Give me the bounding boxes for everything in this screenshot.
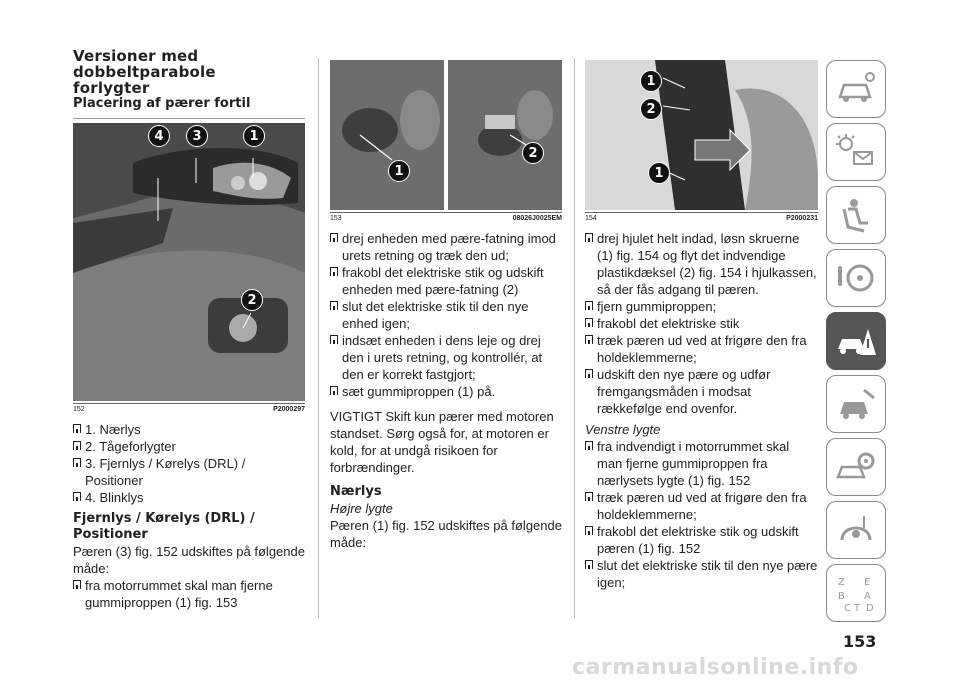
section-text: Pæren (3) fig. 152 udskiftes på følgende måde: [73, 544, 305, 576]
legend-item: 3. Fjernlys / Kørelys (DRL) / Positioner [73, 455, 305, 489]
callout-3: 3 [186, 125, 208, 147]
figure-number: 152 [73, 406, 85, 413]
headlight-illustration [73, 123, 305, 401]
step-item: slut det elektriske stik til den nye pære igen; [585, 557, 818, 591]
column-divider [318, 58, 319, 618]
step-item: indsæt enheden i dens leje og drej den i urets retning, og kontrollér, at den er korrekt fastgjort; [330, 332, 562, 383]
step-item: drej enheden med pære-fatning imod urets retning og træk den ud; [330, 230, 562, 264]
figure-number: 153 [330, 215, 342, 222]
index-letter: D [866, 603, 874, 613]
car-gear-specs-icon[interactable] [826, 438, 886, 496]
watermark: carmanualsonline.info [572, 655, 859, 680]
callout-1: 1 [640, 70, 662, 92]
steering-wheel-key-icon[interactable] [826, 249, 886, 307]
step-item: drej hjulet helt indad, løsn skruerne (1) fig. 154 og flyt det indvendige plastikdæksel (2) fig. 154 i hjulkassen, så der fås adgang til pæren. [585, 230, 818, 298]
multimedia-icon[interactable] [826, 501, 886, 559]
figure-caption [73, 403, 305, 413]
column-2 [330, 60, 562, 551]
column-1 [73, 40, 305, 611]
figure-caption [330, 212, 562, 222]
callout-4: 4 [148, 125, 170, 147]
callout-1: 1 [388, 160, 410, 182]
title-line: dobbeltparabole [73, 63, 216, 81]
index-letter: Z [838, 577, 845, 588]
step-item: frakobl det elektriske stik og udskift enheden med pære-fatning (2) [330, 264, 562, 298]
callout-2: 2 [522, 142, 544, 164]
legend-item: 4. Blinklys [73, 489, 305, 506]
step-item: slut det elektriske stik til den nye enhed igen; [330, 298, 562, 332]
figure-152-headlight-photo [73, 123, 305, 401]
legend-item: 2. Tågeforlygter [73, 438, 305, 455]
callout-2: 2 [241, 289, 263, 311]
step-item: træk pæren ud ved at frigøre den fra holdeklemmerne; [585, 489, 818, 523]
dashboard-car-icon[interactable] [826, 60, 886, 118]
callout-2: 2 [640, 98, 662, 120]
callout-1: 1 [243, 125, 265, 147]
subtitle: Placering af pærer fortil [73, 96, 251, 111]
chapter-sidebar [826, 60, 886, 627]
figure-code: P2000297 [273, 406, 305, 413]
index-letter: A [864, 591, 871, 602]
title-line: forlygter [73, 79, 150, 97]
step-item: frakobl det elektriske stik [585, 315, 818, 332]
index-letter: E [864, 577, 871, 588]
index-letter: T [854, 603, 861, 613]
title-line: Versioner med [73, 47, 199, 65]
figure-code: P2000231 [786, 215, 818, 222]
step-item: fra motorrummet skal man fjerne gummiproppen (1) fig. 153 [73, 577, 305, 611]
figure-number: 154 [585, 215, 597, 222]
car-maintenance-icon[interactable] [826, 375, 886, 433]
car-breakdown-warning-icon[interactable] [826, 312, 886, 370]
divider-line [73, 118, 305, 119]
index-letters-icon[interactable] [826, 564, 886, 622]
section-heading: Nærlys [330, 484, 382, 499]
figure-caption [585, 212, 818, 222]
step-item: sæt gummiproppen (1) på. [330, 383, 562, 400]
step-item: udskift den nye pære og udfør fremgangsmåden i modsat rækkefølge end ovenfor. [585, 366, 818, 417]
step-item: fjern gummiproppen; [585, 298, 818, 315]
seat-airbag-icon[interactable] [826, 186, 886, 244]
column-3 [585, 60, 818, 591]
page-title [73, 48, 305, 96]
subsection-heading: Højre lygte [330, 501, 393, 516]
step-item: frakobl det elektriske stik og udskift pæren (1) fig. 152 [585, 523, 818, 557]
step-item: fra indvendigt i motorrummet skal man fjerne gummiproppen fra nærlysets lygte (1) fig. 152 [585, 438, 818, 489]
page-number: 153 [843, 632, 877, 651]
column-divider [574, 58, 575, 618]
section-text: Pæren (1) fig. 152 udskiftes på følgende måde: [330, 518, 562, 550]
wheelhouse-illustration [585, 60, 818, 210]
engine-bulb-illustration [330, 60, 562, 210]
index-letter: B [838, 591, 845, 602]
lights-message-icon[interactable] [826, 123, 886, 181]
step-item: træk pæren ud ved at frigøre den fra holdeklemmerne; [585, 332, 818, 366]
section-heading: Fjernlys / Kørelys (DRL) / Positioner [73, 511, 255, 542]
index-letter: C [844, 603, 851, 613]
warning-text: VIGTIGT Skift kun pærer med motoren standset. Sørg også for, at motoren er kold, for at undgå risikoen for forbrændinger. [330, 409, 554, 475]
legend-item: 1. Nærlys [73, 421, 305, 438]
subsection-heading: Venstre lygte [585, 422, 661, 437]
figure-154-wheelhouse-photo [585, 60, 818, 210]
figure-code: 08026J0025EM [512, 215, 562, 222]
figure-153-engine-photo [330, 60, 562, 210]
callout-1: 1 [648, 162, 670, 184]
